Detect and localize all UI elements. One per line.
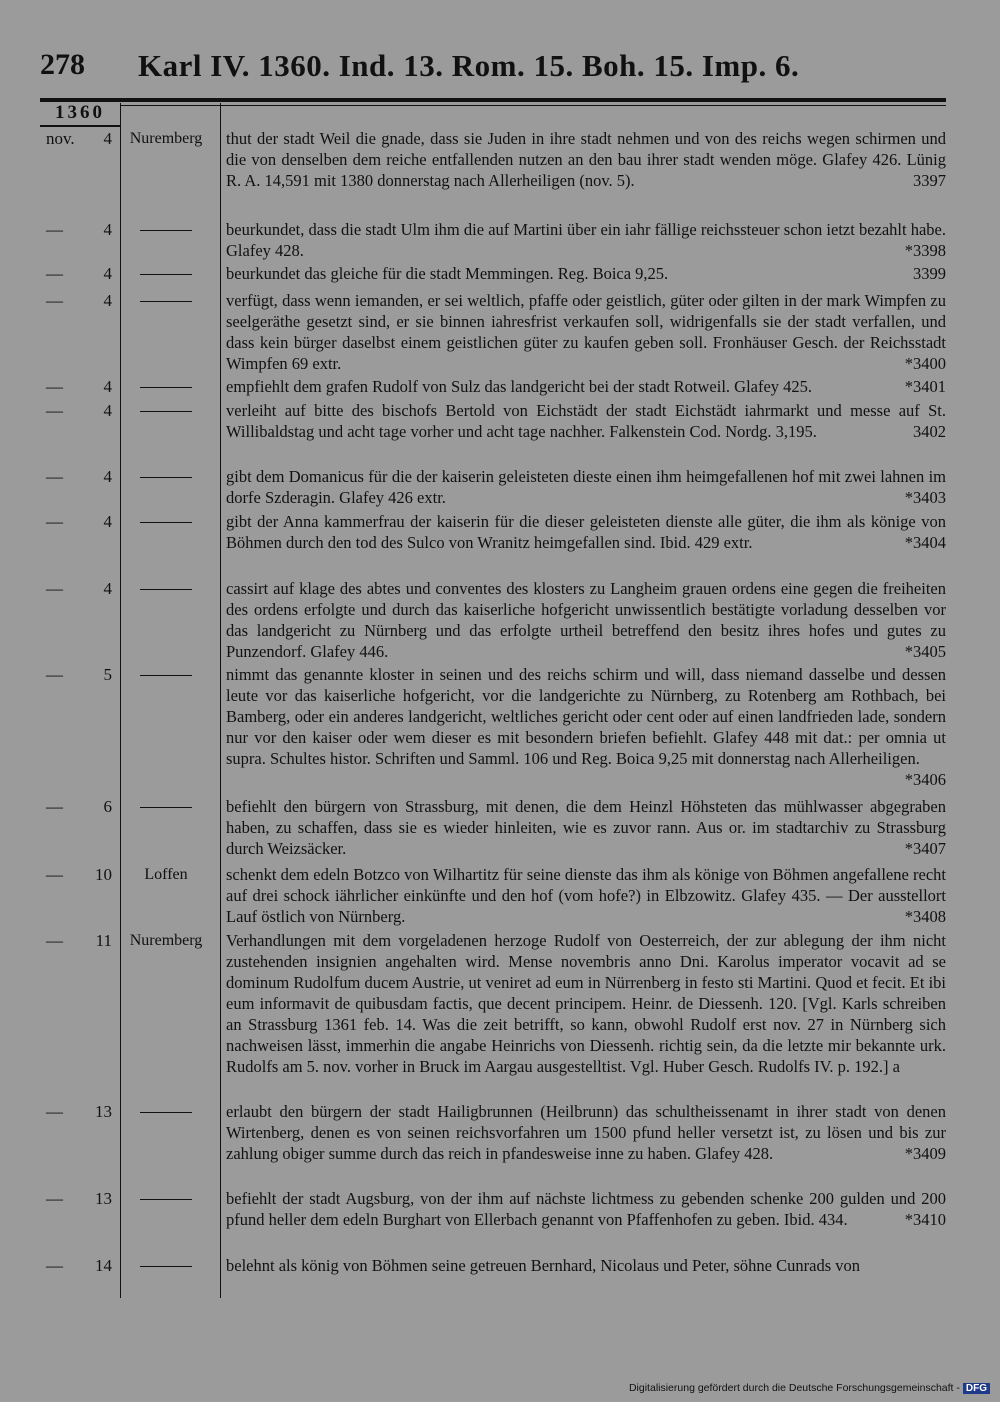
entry-day: 4: [103, 377, 112, 396]
ditto-dash: —: [46, 264, 63, 283]
entry-text: gibt der Anna kammerfrau der kaiserin für die dieser geleisteten dienste alle güter, die ihm als könige von Böhmen durch den tod des Sulco von Wranitz heimgefallen sind. Ibid. 429 extr.: [226, 512, 946, 552]
entry-text-block: [226, 930, 946, 1077]
entry-day: 5: [103, 665, 112, 684]
entry-text-block: [226, 290, 946, 374]
entry-text-block: [226, 511, 946, 553]
regest-number: 3402: [913, 422, 946, 441]
entry-text: thut der stadt Weil die gnade, dass sie Juden in ihre stadt nehmen und von des reichs wegen schirmen und die von denselben dem reiche entfallenden nutzen an den bau ihrer stadt wenden möge. Glafey 426. Lünig R. A. 14,591 mit 1380 donnerstag nach Allerheiligen (nov. 5).: [226, 129, 946, 190]
entry-text-block: [226, 664, 946, 790]
year-label: 1360: [40, 103, 120, 127]
entry-text-block: [226, 263, 946, 284]
entry-text: verleiht auf bitte des bischofs Bertold von Eichstädt der stadt Eichstädt iahrmarkt und messe auf St. Willibaldstag und acht tage vorher und acht tage nachher. Falkenstein Cod. Nordg. 3,195.: [226, 401, 946, 441]
ditto-dash: —: [46, 401, 63, 420]
ditto-dash: —: [46, 797, 63, 816]
entry-day: 13: [95, 1189, 112, 1208]
header-rule: [40, 98, 946, 102]
regest-number: *3405: [904, 642, 946, 661]
entry-day: 4: [103, 129, 112, 148]
regest-number: *3410: [904, 1210, 946, 1229]
entry-day: 4: [103, 512, 112, 531]
entry-day: 4: [103, 264, 112, 283]
entry-day: 4: [103, 220, 112, 239]
entry-text: belehnt als könig von Böhmen seine getreuen Bernhard, Nicolaus und Peter, söhne Cunrads von: [226, 1256, 860, 1275]
entry-day: 10: [95, 865, 112, 884]
regest-number: *3403: [904, 488, 946, 507]
regest-number: *3400: [904, 354, 946, 373]
header-rule-thin: [120, 105, 946, 106]
entry-text-block: [226, 400, 946, 442]
place-ditto-line: [140, 301, 192, 302]
dfg-logo: DFG: [963, 1383, 990, 1394]
regest-number: *3404: [904, 533, 946, 552]
entry-text-block: [226, 1255, 946, 1276]
entry-place: Loffen: [144, 866, 188, 883]
place-ditto-line: [140, 387, 192, 388]
place-ditto-line: [140, 274, 192, 275]
entry-text-block: [226, 578, 946, 662]
entry-text-block: [226, 128, 946, 191]
entry-text-block: [226, 466, 946, 508]
regest-number: *3406: [904, 770, 946, 789]
entry-text-block: [226, 1101, 946, 1164]
regest-number: 3397: [913, 171, 946, 190]
regest-number: *3407: [904, 839, 946, 858]
entry-text: erlaubt den bürgern der stadt Hailigbrunnen (Heilbrunn) das schultheissenamt in ihrer stadt von denen Wirtenberg, denen es von seinen reichsvorfahren um 1500 pfund heller versetzt ist, zu lösen und bis zur zahlung obiger summe durch das reich in pfandesweise inne zu haben. Glafey 428.: [226, 1102, 946, 1163]
place-ditto-line: [140, 1199, 192, 1200]
entry-text: beurkundet, dass die stadt Ulm ihm die auf Martini über ein iahr fällige reichssteuer schon ietzt bezahlt habe. Glafey 428.: [226, 220, 946, 260]
entry-place: Nuremberg: [129, 932, 203, 949]
ditto-dash: —: [46, 579, 63, 598]
place-ditto-line: [140, 675, 192, 676]
ditto-dash: —: [46, 1189, 63, 1208]
entry-day: 14: [95, 1256, 112, 1275]
ditto-dash: —: [46, 291, 63, 310]
page-number: 278: [40, 48, 85, 81]
entry-text: nimmt das genannte kloster in seinen und des reichs schirm und will, dass niemand dasselbe und dessen leute vor das kaiserliche hofgericht, vor die landgerichte zu Nürnberg, zu Rotenberg am Rothbach, bei Bamberg, oder ein anderes landgericht, weltliches gericht oder cent oder auf einen landfrieden lade, sondern nur vor den kaiser oder wem dieser es mit besondern briefen befiehlt. Glafey 448 mit dat.: per omnia ut supra. Schultes histor. Schriften und Samml. 106 und Reg. Boica 9,25 mit donnerstag nach Allerheiligen.: [226, 665, 946, 768]
entry-text: cassirt auf klage des abtes und conventes des klosters zu Langheim grauen ordens eine gegen die freiheiten des ordens erfolgte und durch das kaiserliche hofgericht unwissentlich bestätigte vorladung desselben vor das landgericht zu Nürnberg und das erfolgte urtheil betreffend den besitz ihres hofes und gutes zu Punzendorf. Glafey 446.: [226, 579, 946, 661]
footer-credit: [629, 1382, 990, 1394]
place-ditto-line: [140, 477, 192, 478]
ditto-dash: —: [46, 512, 63, 531]
place-ditto-line: [140, 1112, 192, 1113]
place-ditto-line: [140, 230, 192, 231]
entry-text-block: [226, 376, 946, 397]
place-ditto-line: [140, 1266, 192, 1267]
regest-number: *3398: [904, 241, 946, 260]
place-ditto-line: [140, 411, 192, 412]
entry-day: 4: [103, 291, 112, 310]
entry-text: gibt dem Domanicus für die der kaiserin geleisteten dieste einen ihm heimgefallenen hof mit zwei lahnen im dorfe Szderagin. Glafey 426 extr.: [226, 467, 946, 507]
entry-text-block: [226, 219, 946, 261]
entry-place: Nuremberg: [129, 130, 203, 147]
entry-text: befiehlt den bürgern von Strassburg, mit denen, die dem Heinzl Höhsteten das mühlwasser abgegraben haben, zu schaffen, dass sie es wieder hinleiten, wie es zuvor rann. Aus or. im stadtarchiv zu Strassburg durch Weizsäcker.: [226, 797, 946, 858]
place-ditto-line: [140, 589, 192, 590]
place-ditto-line: [140, 522, 192, 523]
entry-text: Verhandlungen mit dem vorgeladenen herzoge Rudolf von Oesterreich, der zur ablegung der ihm nicht zustehenden insignien angehalten wird. Mense novembris anno Dni. Karolus imperator vocavit ad se dominum Rudolfum ducem Austrie, ut veniret ad eum in Nürrenberg in festo sti Martini. Quod et fecit. Et ibi eum informavit de quibusdam factis, que decent principem. Heinr. de Diessenh. 120. [Vgl. Karls schreiben an Strassburg 1361 feb. 14. Was die zeit betrifft, so kann, obwohl Rudolf erst nov. 27 in Nürnberg sich nachweisen lässt, immerhin die angabe Heinrichs von Diessenh. richtig sein, da die letzte mir bekannte urk. Rudolfs am 5. nov. vorher in Bruck im Aargau ausgestelltist. Vgl. Huber Gesch. Rudolfs IV. p. 192.] a: [226, 931, 946, 1076]
ditto-dash: —: [46, 377, 63, 396]
column-divider-place: [220, 103, 221, 1298]
entry-text: empfiehlt dem grafen Rudolf von Sulz das landgericht bei der stadt Rotweil. Glafey 425.: [226, 377, 813, 396]
entry-text: schenkt dem edeln Botzco von Wilhartitz für seine dienste das ihm als könige von Böhmen angefallene recht auf drei schock iährlicher einkünfte und den hof (vom hofe?) in Elbzowitz. Glafey 435. — Der ausstellort Lauf östlich von Nürnberg.: [226, 865, 946, 926]
entry-day: 4: [103, 401, 112, 420]
ditto-dash: —: [46, 931, 63, 950]
entry-text-block: [226, 864, 946, 927]
entry-day: 4: [103, 579, 112, 598]
footer-text: Digitalisierung gefördert durch die Deutsche Forschungsgemeinschaft -: [628, 1382, 960, 1394]
entry-text-block: [226, 1188, 946, 1230]
running-title: Karl IV. 1360. Ind. 13. Rom. 15. Boh. 15. Imp. 6.: [138, 48, 800, 83]
regest-number: 3399: [913, 264, 946, 283]
entry-text: beurkundet das gleiche für die stadt Memmingen. Reg. Boica 9,25.: [226, 264, 669, 283]
regest-number: *3401: [904, 377, 946, 396]
ditto-dash: —: [46, 220, 63, 239]
entry-day: 6: [103, 797, 112, 816]
ditto-dash: —: [46, 865, 63, 884]
ditto-dash: —: [46, 1102, 63, 1121]
column-divider-date: [120, 103, 121, 1298]
entry-text: befiehlt der stadt Augsburg, von der ihm auf nächste lichtmess zu gebenden schenke 200 gulden und 200 pfund heller dem edeln Burghart von Ellerbach genannt von Pfaffenhofen zu geben. Ibid. 434.: [226, 1189, 946, 1229]
ditto-dash: —: [46, 665, 63, 684]
regest-number: *3408: [904, 907, 946, 926]
entry-day: 13: [95, 1102, 112, 1121]
ditto-dash: —: [46, 467, 63, 486]
entry-day: 11: [95, 931, 112, 950]
ditto-dash: —: [46, 1256, 63, 1275]
entry-day: 4: [103, 467, 112, 486]
place-ditto-line: [140, 807, 192, 808]
entry-text-block: [226, 796, 946, 859]
regest-number: *3409: [904, 1144, 946, 1163]
entry-month: nov.: [46, 129, 75, 148]
page-header: [0, 48, 1000, 98]
entry-text: verfügt, dass wenn iemanden, er sei weltlich, pfaffe oder geistlich, güter oder gilten in der mark Wimpfen zu seelgeräthe gesetzt sind, er sie binnen iahresfrist verkaufen soll, widrigenfalls sie der stadt verfallen, und dass kein bürger daselbst einem geistlichen güter zu kaufen geben soll. Fronhäuser Gesch. der Reichsstadt Wimpfen 69 extr.: [226, 291, 946, 373]
